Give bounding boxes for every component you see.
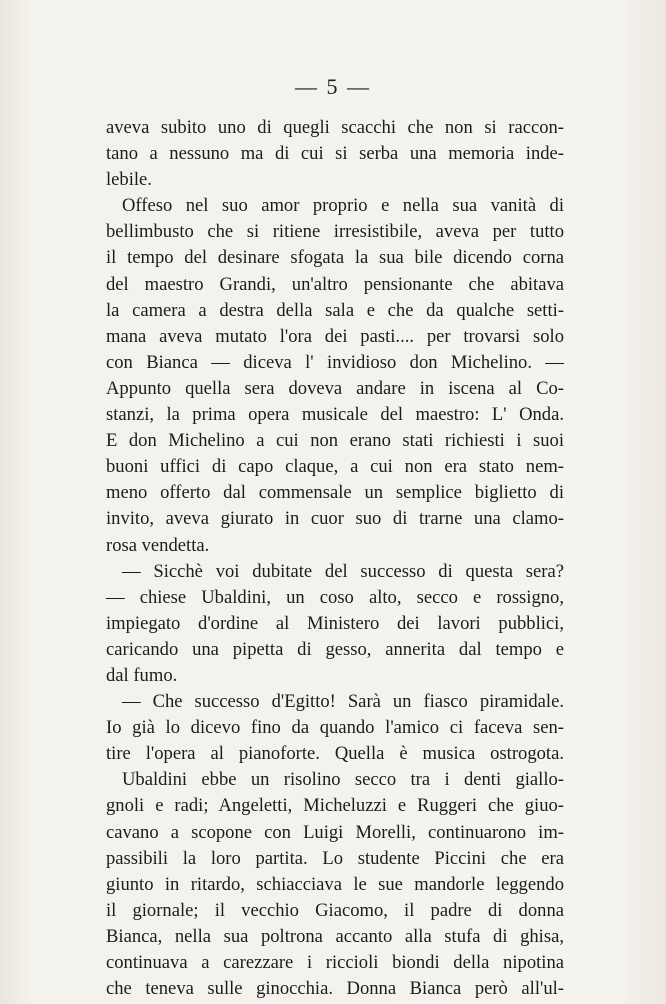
- text-line: Offeso nel suo amor proprio e nella sua vanità di: [122, 195, 564, 217]
- text-line: passibili la loro partita. Lo studente Piccini che era: [106, 847, 564, 869]
- text-line: — chiese Ubaldini, un coso alto, secco e rossigno,: [106, 586, 564, 608]
- text-line: Appunto quella sera doveva andare in iscena al Co-: [106, 377, 564, 399]
- text-line: lebile.: [106, 169, 152, 191]
- text-line: giunto in ritardo, schiacciava le sue mandorle leggendo: [106, 873, 564, 895]
- text-line: aveva subito uno di quegli scacchi che non si raccon-: [106, 117, 564, 138]
- text-line: la camera a destra della sala e che da qualche setti-: [106, 299, 564, 321]
- text-line: del maestro Grandi, un'altro pensionante che abitava: [106, 273, 564, 295]
- text-line: tano a nessuno ma di cui si serba una memoria inde-: [106, 143, 564, 165]
- text-line: con Bianca — diceva l' invidioso don Michelino. —: [106, 351, 564, 373]
- text-line: Ubaldini ebbe un risolino secco tra i denti giallo-: [122, 769, 564, 791]
- text-line: gnoli e radi; Angeletti, Micheluzzi e Ruggeri che giuo-: [106, 795, 564, 817]
- text-line: tire l'opera al pianoforte. Quella è musica ostrogota.: [106, 743, 564, 765]
- text-line: caricando una pipetta di gesso, annerita dal tempo e: [106, 638, 564, 660]
- body-text: [106, 115, 564, 1002]
- text-line: che teneva sulle ginocchia. Donna Bianca però all'ul-: [106, 978, 564, 1000]
- text-line: mana aveva mutato l'ora dei pasti.... per trovarsi solo: [106, 325, 564, 347]
- text-line: Io già lo dicevo fino da quando l'amico ci faceva sen-: [106, 717, 564, 739]
- text-line: — Che successo d'Egitto! Sarà un fiasco piramidale.: [122, 691, 564, 713]
- text-line: bellimbusto che si ritiene irresistibile, aveva per tutto: [106, 221, 564, 243]
- text-line: — Sicchè voi dubitate del successo di questa sera?: [122, 560, 564, 582]
- text-line: invito, aveva giurato in cuor suo di trarne una clamo-: [106, 508, 564, 530]
- text-line: impiegato d'ordine al Ministero dei lavori pubblici,: [106, 612, 564, 634]
- text-line: il tempo del desinare sfogata la sua bile dicendo corna: [106, 247, 564, 269]
- text-line: E don Michelino a cui non erano stati richiesti i suoi: [106, 430, 564, 452]
- text-line: cavano a scopone con Luigi Morelli, continuarono im-: [106, 821, 564, 843]
- text-line: il giornale; il vecchio Giacomo, il padre di donna: [106, 899, 564, 921]
- text-line: meno offerto dal commensale un semplice biglietto di: [106, 482, 564, 504]
- text-line: rosa vendetta.: [106, 534, 210, 556]
- text-line: dal fumo.: [106, 664, 178, 686]
- page-number: — 5 —: [295, 74, 371, 99]
- text-line: stanzi, la prima opera musicale del maestro: L' Onda.: [106, 404, 564, 426]
- text-line: buoni uffici di capo claque, a cui non era stato nem-: [106, 456, 564, 478]
- text-line: continuava a carezzare i riccioli biondi della nipotina: [106, 952, 564, 973]
- text-line: Bianca, nella sua poltrona accanto alla stufa di ghisa,: [106, 925, 564, 947]
